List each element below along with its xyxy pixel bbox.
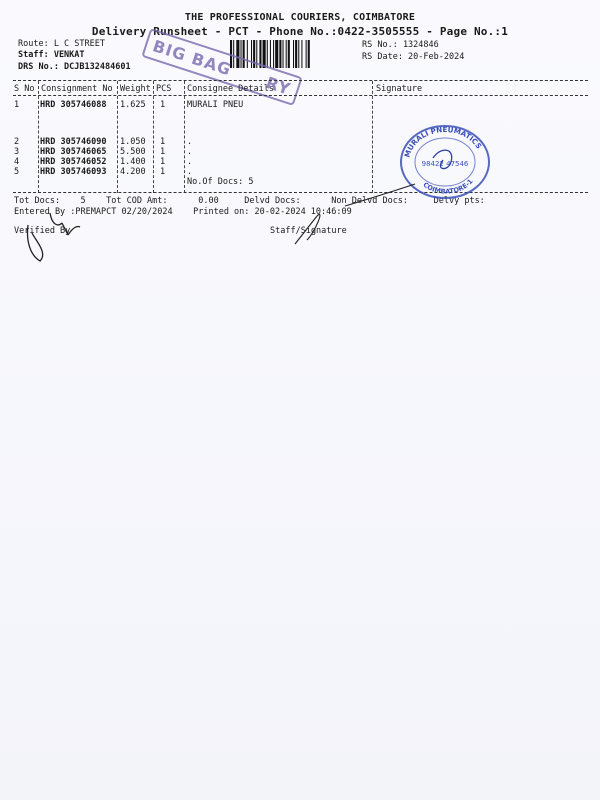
staff-signature-label: Staff/Signature	[270, 226, 347, 236]
verified-signature	[10, 205, 90, 265]
barcode-bar	[306, 40, 307, 68]
staff: Staff: VENKAT	[18, 50, 85, 60]
row-consignment: HRD 305746052	[40, 157, 107, 167]
entered-by-line: Entered By :PREMAPCT 02/20/2024 Printed on: 20-02-2024 10:46:09	[14, 207, 352, 217]
round-stamp-top-text: MURALI PNEUMATICS	[402, 124, 484, 159]
row-weight: 5.500	[120, 147, 146, 157]
row-sno: 3	[14, 147, 20, 157]
barcode-bar	[295, 40, 297, 68]
rs-number: RS No.: 1324846	[362, 40, 439, 50]
company-name: THE PROFESSIONAL COURIERS, COIMBATORE	[184, 12, 416, 23]
barcode-bar	[288, 40, 290, 68]
row-consignee: .	[187, 157, 193, 167]
row-pcs: 1	[160, 137, 166, 147]
runsheet-title: Delivery Runsheet - PCT - Phone No.:0422-3505555 - Page No.:1	[91, 25, 509, 38]
row-consignment: HRD 305746065	[40, 147, 107, 157]
barcode-bar	[267, 40, 268, 68]
barcode-bar	[279, 40, 281, 68]
row-consignee: .	[187, 167, 193, 177]
header-weight: Weight	[120, 84, 151, 94]
row-weight: 1.050	[120, 137, 146, 147]
header-signature: Signature	[376, 84, 423, 94]
header-consignment: Consignment No	[41, 84, 113, 94]
col-divider	[153, 81, 154, 193]
round-stamp-phone: 98422 47546	[421, 160, 469, 168]
round-stamp-bottom-text: COIMBATORE-1	[421, 177, 475, 196]
row-consignee: .	[187, 147, 193, 157]
stamp-text-right: RY	[263, 72, 294, 99]
barcode-bar	[273, 40, 274, 68]
rule-top	[13, 80, 588, 81]
route: Route: L C STREET	[18, 39, 105, 49]
docs-count-note: No.Of Docs: 5	[187, 177, 254, 187]
barcode-bar	[275, 40, 278, 68]
rule-header	[13, 95, 588, 96]
barcode-bar	[283, 40, 284, 68]
barcode-bar	[298, 40, 299, 68]
row-sno: 1	[14, 100, 20, 110]
header-consignee: Consignee Details	[187, 84, 274, 94]
row-pcs: 1	[160, 100, 166, 110]
row-consignee: MURALI PNEU	[187, 100, 244, 110]
row-sno: 5	[14, 167, 20, 177]
row-pcs: 1	[160, 167, 166, 177]
row-consignee: .	[187, 137, 193, 147]
verified-by: Verified By	[14, 226, 71, 236]
header-sno: S No	[14, 84, 35, 94]
row-sno: 2	[14, 137, 20, 147]
col-divider	[38, 81, 39, 193]
header-pcs: PCS	[156, 84, 172, 94]
col-divider	[117, 81, 118, 193]
barcode-bar	[286, 40, 287, 68]
row-consignment: HRD 305746088	[40, 100, 107, 110]
drs-number: DRS No.: DCJB132484601	[18, 62, 131, 72]
totals-line: Tot Docs: 5 Tot COD Amt: 0.00 Delvd Docs: Non Delvd Docs: Delvy pts:	[14, 196, 485, 206]
row-weight: 1.400	[120, 157, 146, 167]
stamp-text-left: BIG BAG	[150, 35, 235, 79]
barcode-bar	[301, 40, 302, 68]
row-pcs: 1	[160, 147, 166, 157]
col-divider	[372, 81, 373, 193]
barcode-bar	[293, 40, 294, 68]
staff-signature	[285, 180, 425, 250]
row-consignment: HRD 305746090	[40, 137, 107, 147]
row-weight: 1.625	[120, 100, 146, 110]
barcode-bar	[308, 40, 310, 68]
row-weight: 4.200	[120, 167, 146, 177]
row-sno: 4	[14, 157, 20, 167]
rs-date: RS Date: 20-Feb-2024	[362, 52, 465, 62]
row-consignment: HRD 305746093	[40, 167, 107, 177]
col-divider	[184, 81, 185, 193]
row-pcs: 1	[160, 157, 166, 167]
barcode-bar	[270, 40, 271, 68]
